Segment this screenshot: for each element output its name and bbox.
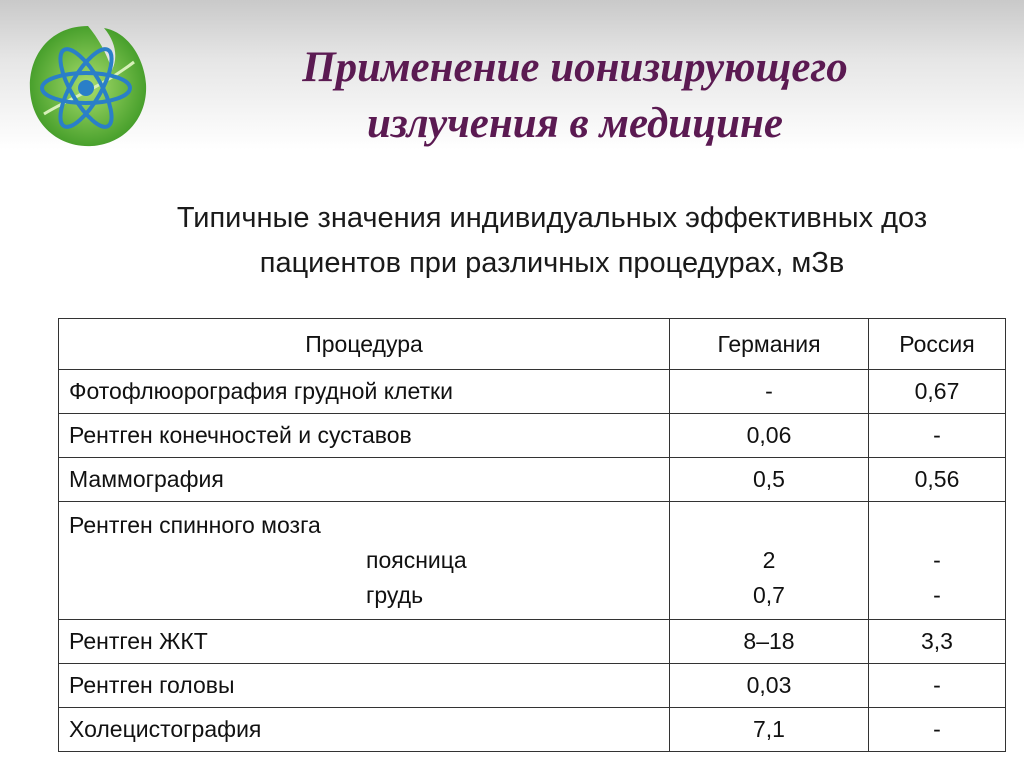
caption-line-2: пациентов при различных процедурах, мЗв [259, 247, 845, 279]
table-row-spine [59, 502, 1006, 620]
russia-cell: 0,56 [869, 458, 1006, 502]
procedure-cell: Рентген головы [59, 664, 670, 708]
russia-sub-value: - [933, 582, 941, 608]
germany-sub-value: 0,7 [753, 582, 785, 608]
table-row [59, 664, 1006, 708]
russia-cell: - [869, 664, 1006, 708]
germany-cell [670, 502, 869, 620]
procedure-cell: Рентген ЖКТ [59, 620, 670, 664]
russia-sub-value: - [933, 547, 941, 573]
table-row [59, 620, 1006, 664]
germany-sub-value: 2 [762, 547, 776, 573]
procedure-cell [59, 502, 670, 620]
procedure-cell: Холецистография [59, 708, 670, 752]
russia-cell [869, 502, 1006, 620]
russia-cell: - [869, 414, 1006, 458]
table-row [59, 414, 1006, 458]
procedure-cell: Фотофлюорография грудной клетки [59, 370, 670, 414]
table-header-row [59, 319, 1006, 370]
header-procedure: Процедура [59, 319, 670, 370]
germany-cell: 0,06 [670, 414, 869, 458]
caption-line-1: Типичные значения индивидуальных эффективных доз [176, 202, 928, 234]
russia-cell: 3,3 [869, 620, 1006, 664]
germany-cell: 8–18 [670, 620, 869, 664]
sub-procedure-label: грудь [366, 582, 424, 608]
header-russia: Россия [869, 319, 1006, 370]
table-caption [80, 196, 1024, 286]
sub-procedure-label: поясница [366, 547, 467, 573]
title-line-2: излучения в медицине [366, 100, 784, 147]
germany-cell: 7,1 [670, 708, 869, 752]
russia-cell: - [869, 708, 1006, 752]
table-row [59, 370, 1006, 414]
germany-cell: - [670, 370, 869, 414]
germany-cell: 0,03 [670, 664, 869, 708]
dose-table [58, 318, 1006, 752]
title-line-1: Применение ионизирующего [302, 44, 848, 91]
table-row [59, 708, 1006, 752]
header-germany: Германия [670, 319, 869, 370]
table-row [59, 458, 1006, 502]
procedure-cell: Рентген конечностей и суставов [59, 414, 670, 458]
russia-cell: 0,67 [869, 370, 1006, 414]
page-title [160, 40, 990, 152]
germany-cell: 0,5 [670, 458, 869, 502]
atom-leaf-logo [20, 18, 156, 154]
procedure-cell: Маммография [59, 458, 670, 502]
procedure-main-label: Рентген спинного мозга [69, 512, 321, 538]
